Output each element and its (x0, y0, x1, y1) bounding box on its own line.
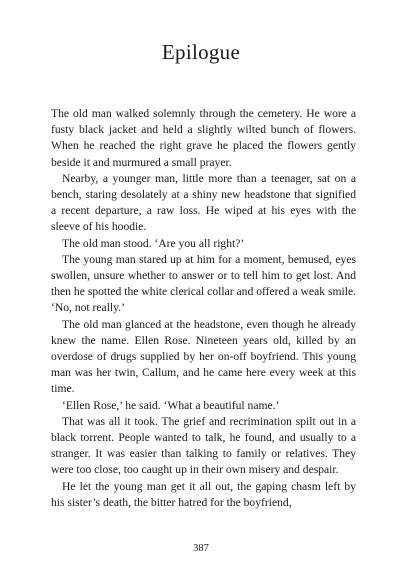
page-number: 387 (193, 543, 209, 554)
body-text (51, 106, 356, 511)
paragraph: The young man stared up at him for a moment, bemused, eyes swollen, unsure whether to answer or to tell him to get lost. And then he spotted the white clerical collar and offered a weak smile. ‘No, not really.’ (51, 252, 356, 315)
paragraph: The old man walked solemnly through the cemetery. He wore a fusty black jacket and held a slightly wilted bunch of flowers. When he reached the right grave he placed the flowers gently beside it and murmured a small prayer. (51, 107, 356, 169)
paragraph: ‘Ellen Rose,’ he said. ‘What a beautiful name.’ (62, 398, 280, 412)
paragraph: That was all it took. The grief and recrimination spilt out in a black torrent. People wanted to talk, he found, and usually to a stranger. It was easier than talking to family or relatives. They were too close, too caught up in their own misery and despair. (51, 414, 356, 477)
paragraph: He let the young man get it all out, the gaping chasm left by his sister’s death, the bitter hatred for the boyfriend, (51, 479, 356, 509)
paragraph: The old man glanced at the headstone, even though he already knew the name. Ellen Rose. Nineteen years old, killed by an overdose of drugs supplied by her on-off boyfriend. This young man was her twin, Callum, and he came here every week at this time. (51, 317, 356, 396)
paragraph: The old man stood. ‘Are you all right?’ (62, 236, 245, 250)
paragraph: Nearby, a younger man, little more than a teenager, sat on a bench, staring desolately at a shiny new headstone that signified a recent departure, a raw loss. He wiped at his eyes with the sleeve of his hoodie. (51, 171, 356, 234)
chapter-title: Epilogue (161, 40, 241, 64)
